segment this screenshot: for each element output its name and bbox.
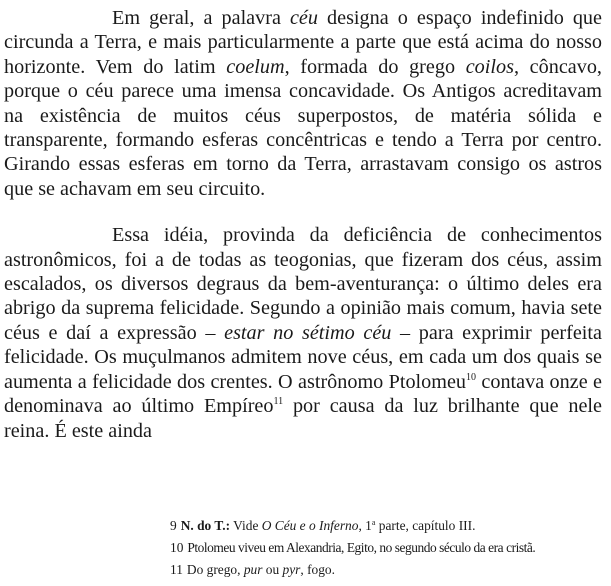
- p1-text-2: designa o espaço indefinido que circunda a Terra, e mais particularmente a parte que está acima do nosso horizonte. Vem do latim: [4, 7, 602, 78]
- ordinal-indicator: a: [371, 518, 376, 527]
- footnote-number: 10: [170, 540, 184, 556]
- footnote-text: ou: [262, 561, 283, 577]
- footnote-text: , 1: [358, 518, 372, 533]
- footnote-10: [170, 537, 600, 559]
- footnote-number: 9: [170, 518, 177, 533]
- footnote-9: [170, 515, 600, 537]
- p1-term-coilos: coilos: [465, 55, 514, 78]
- p2-text-3: contava onze e denominava ao último Empíreo: [4, 370, 602, 418]
- footnote-11: [170, 559, 600, 581]
- p2-expression: estar no sétimo céu: [224, 321, 392, 344]
- greek-word-pur: pur: [243, 561, 263, 577]
- footnote-number: 11: [170, 561, 183, 577]
- footnote-text: parte, capítulo III.: [375, 518, 476, 533]
- translator-note-label: N. do T.:: [180, 518, 231, 533]
- book-page: [4, 6, 602, 443]
- p2-text-1: Essa idéia, provinda da deficiência de conhecimentos astronômicos, foi a de todas as teogonias, que fizeram dos céus, assim escalados, os diversos degraus da bem-aventurança: o último deles era abrigo da suprema felicidade. Segundo a opinião mais comum, havia sete céus e daí a expressão –: [4, 224, 602, 344]
- p1-term-ceu: céu: [289, 7, 318, 29]
- paragraph-1: [4, 6, 602, 201]
- footnote-text: Vide: [230, 518, 262, 533]
- book-title: O Céu e o Inferno: [261, 518, 359, 533]
- footnote-text: Ptolomeu viveu em Alexandria, Egito, no segundo século da era cristã.: [187, 540, 536, 556]
- p2-text-4: por causa da luz brilhante que nele reina. É este ainda: [4, 395, 602, 442]
- p1-text-1: Em geral, a palavra: [112, 7, 290, 29]
- footnote-ref-10[interactable]: 10: [466, 371, 477, 383]
- footnotes: [170, 515, 600, 581]
- p1-text-4: , côncavo, porque o céu parece uma imensa concavidade. Os Antigos acreditavam na existência de muitos céus superpostos, de matéria sólida e transparente, formando esferas concêntricas e tendo a Terra por centro. Girando essas esferas em torno da Terra, arrastavam consigo os astros que se achavam em seu circuito.: [4, 55, 602, 200]
- greek-word-pyr: pyr: [282, 561, 301, 577]
- p2-text-2: – para exprimir perfeita felicidade. Os muçulmanos admitem nove céus, em cada um dos quais se aumenta a felicidade dos crentes. O astrônomo Ptolomeu: [4, 321, 602, 393]
- paragraph-2: [4, 223, 602, 443]
- p1-text-3: , formada do grego: [284, 55, 466, 78]
- p1-term-coelum: coelum: [226, 55, 285, 78]
- footnote-text: Do grego,: [186, 561, 244, 577]
- footnote-text: , fogo.: [300, 561, 335, 577]
- footnote-ref-11[interactable]: 11: [273, 396, 284, 408]
